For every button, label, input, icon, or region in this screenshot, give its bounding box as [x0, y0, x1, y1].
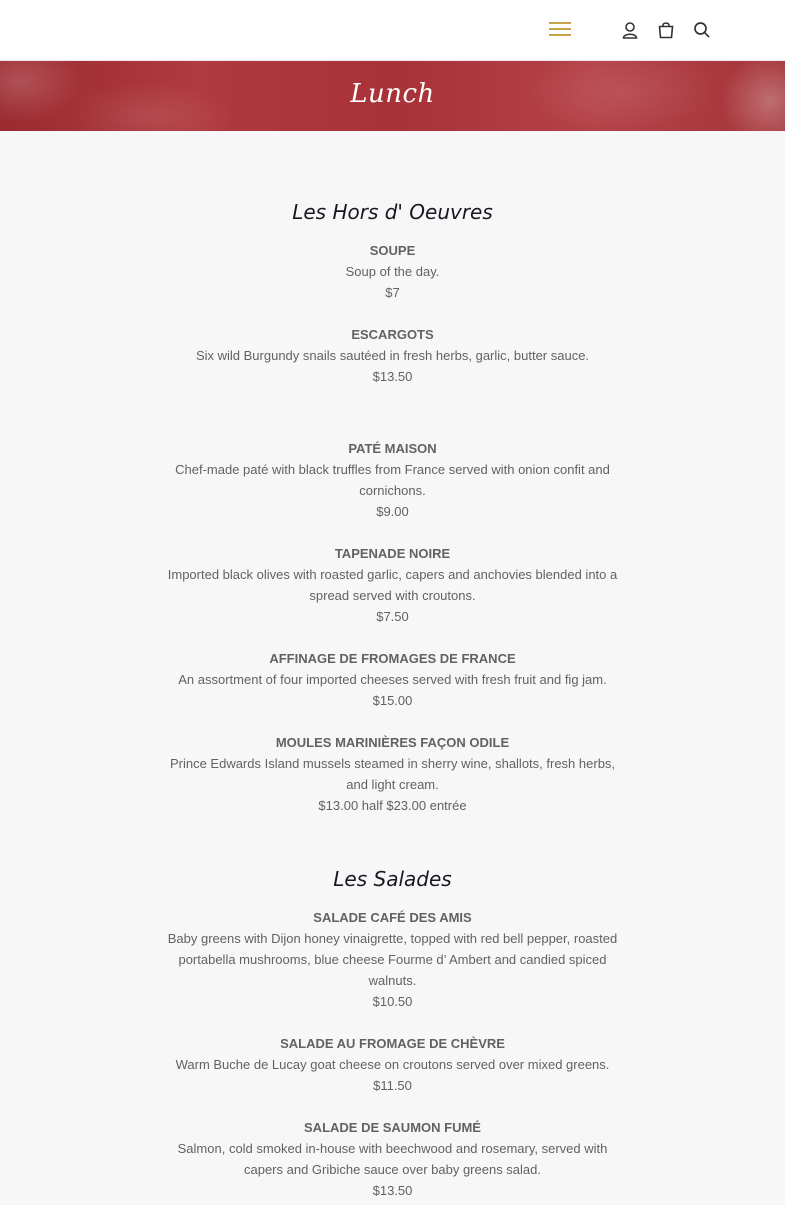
- search-icon[interactable]: [692, 20, 712, 40]
- menu-item-description: Soup of the day.: [345, 264, 440, 279]
- shopping-bag-icon[interactable]: [656, 20, 676, 40]
- menu-item-name: AFFINAGE DE FROMAGES DE FRANCE: [269, 651, 516, 666]
- menu-item: [165, 648, 620, 711]
- menu-item: [165, 324, 620, 387]
- menu-item: [165, 240, 620, 303]
- menu-item-name: SALADE DE SAUMON FUMÉ: [304, 1120, 481, 1135]
- menu-item-price: $9.00: [376, 504, 409, 519]
- menu-item-description: Chef-made paté with black truffles from France served with onion confit and cornichons.: [175, 462, 610, 498]
- menu-item-description: An assortment of four imported cheeses served with fresh fruit and fig jam.: [178, 672, 607, 687]
- menu-item-name: TAPENADE NOIRE: [334, 546, 451, 561]
- top-navigation-bar: [0, 0, 785, 61]
- menu-item-description: Salmon, cold smoked in-house with beechwood and rosemary, served with capers and Gribiche sauce over baby greens salad.: [177, 1141, 608, 1177]
- menu-item-price: $15.00: [372, 693, 413, 708]
- menu-item-price: $13.00 half $23.00 entrée: [318, 798, 467, 813]
- page-banner: [0, 61, 785, 131]
- hamburger-line: [549, 22, 571, 24]
- menu-item: [165, 543, 620, 627]
- section-title-salades: Les Salades: [333, 867, 452, 891]
- menu-item-price: $10.50: [372, 994, 413, 1009]
- menu-item-price: $13.50: [372, 369, 413, 384]
- menu-item-name: ESCARGOTS: [351, 327, 434, 342]
- menu-item: [165, 1117, 620, 1201]
- menu-item: [165, 438, 620, 522]
- section-title-hors-doeuvres: Les Hors d' Oeuvres: [292, 200, 493, 224]
- menu-item-description: Prince Edwards Island mussels steamed in sherry wine, shallots, fresh herbs, and light cream.: [169, 756, 616, 792]
- menu-item: [165, 732, 620, 816]
- menu-item-name: PATÉ MAISON: [348, 441, 437, 456]
- menu-item: [165, 1033, 620, 1096]
- menu-item-name: SOUPE: [369, 243, 416, 258]
- menu-item-description: Baby greens with Dijon honey vinaigrette, topped with red bell pepper, roasted portabella mushrooms, blue cheese Fourme d’ Ambert and candied spiced walnuts.: [167, 931, 618, 988]
- hamburger-line: [549, 34, 571, 36]
- menu-item-price: $13.50: [372, 1183, 413, 1198]
- menu-item-price: $11.50: [373, 1078, 412, 1093]
- menu-item-price: $7: [385, 285, 400, 300]
- menu-item-name: MOULES MARINIÈRES FAÇON ODILE: [275, 735, 510, 750]
- hamburger-menu-icon[interactable]: [549, 21, 571, 38]
- menu-item: [165, 907, 620, 1012]
- page-title: Lunch: [350, 79, 435, 109]
- menu-item-name: SALADE AU FROMAGE DE CHÈVRE: [280, 1036, 505, 1051]
- hamburger-line: [549, 28, 571, 30]
- menu-item-price: $7.50: [376, 609, 409, 624]
- menu-item-name: SALADE CAFÉ DES AMIS: [313, 910, 472, 925]
- menu-item-description: Six wild Burgundy snails sautéed in fresh herbs, garlic, butter sauce.: [195, 348, 590, 363]
- menu-item-description: Imported black olives with roasted garlic, capers and anchovies blended into a spread served with croutons.: [167, 567, 618, 603]
- menu-item-description: Warm Buche de Lucay goat cheese on croutons served over mixed greens.: [175, 1057, 610, 1072]
- user-icon[interactable]: [620, 20, 640, 40]
